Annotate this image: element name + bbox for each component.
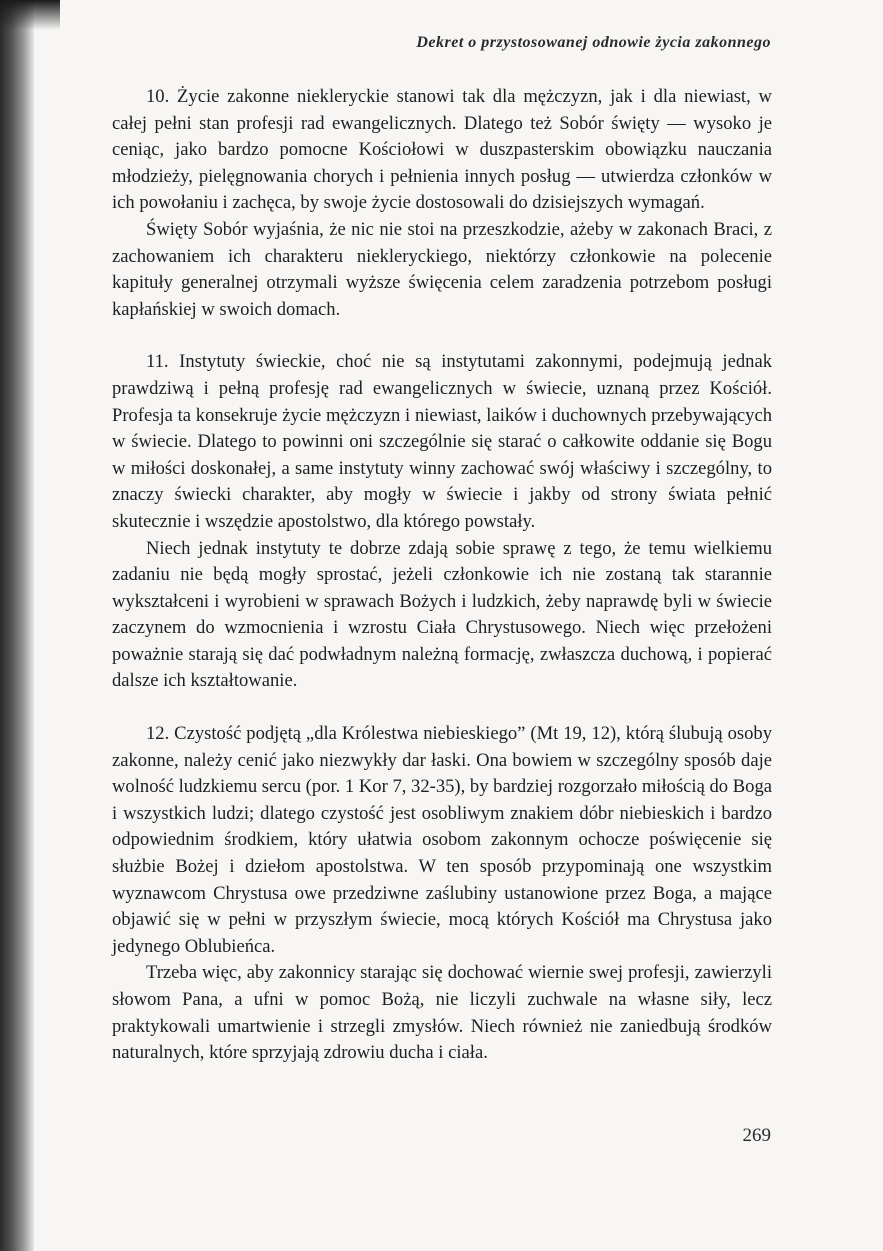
scan-corner-shadow (0, 0, 60, 30)
page-number: 269 (742, 1125, 771, 1146)
book-binding-shadow (0, 0, 34, 1251)
paragraph: 10. Życie zakonne niekleryckie stanowi tak dla mężczyzn, jak i dla niewiast, w całej pełni stan profesji rad ewangelicznych. Dlatego też Sobór święty — wysoko je ceniąc, jako bardzo pomocne Kościołowi w duszpasterskim obowiązku nauczania młodzieży, pielęgnowania chorych i pełnienia innych posług — utwierdza członków w ich powołaniu i zachęca, by swoje życie dostosowali do dzisiejszych wymagań. (112, 86, 772, 214)
body-text (112, 84, 772, 1067)
paragraph: Święty Sobór wyjaśnia, że nic nie stoi na przeszkodzie, ażeby w zakonach Braci, z zachowaniem ich charakteru niekleryckiego, niektórzy członkowie na polecenie kapituły generalnej otrzymali wyższe święcenia celem zaradzenia potrzebom posługi kapłańskiej w swoich domach. (112, 218, 772, 320)
paragraph: 12. Czystość podjętą „dla Królestwa niebieskiego” (Mt 19, 12), którą ślubują osoby zakonne, należy cenić jako niezwykły dar łaski. Ona bowiem w szczególny sposób daje wolność ludzkiemu sercu (por. 1 Kor 7, 32-35), by bardziej rozgorzało miłością do Boga i wszystkich ludzi; dlatego czystość jest osobliwym znakiem dóbr niebieskich i bardzo odpowiednim środkiem, który ułatwia osobom zakonnym ochocze poświęcenie się służbie Bożej i dziełom apostolstwa. W ten sposób przypominają one wszystkim wyznawcom Chrystusa owe przedziwne zaślubiny ustanowione przez Boga, a mające objawić się w pełni w przyszłym świecie, mocą których Kościół ma Chrystusa jako jedynego Oblubieńca. (112, 723, 772, 957)
paragraph: 11. Instytuty świeckie, choć nie są instytutami zakonnymi, podejmują jednak prawdziwą i pełną profesję rad ewangelicznych w świecie, uznaną przez Kościół. Profesja ta konsekruje życie mężczyzn i niewiast, laików i duchownych przebywających w świecie. Dlatego to powinni oni szczególnie się starać o całkowite oddanie się Bogu w miłości doskonałej, a same instytuty winny zachować swój właściwy i szczególny, to znaczy świecki charakter, aby mogły w świecie i jakby od strony świata pełnić skutecznie i wszędzie apostolstwo, dla którego powstały. (112, 351, 772, 532)
paragraph: Niech jednak instytuty te dobrze zdają sobie sprawę z tego, że temu wielkiemu zadaniu nie będą mogły sprostać, jeżeli członkowie ich nie zostaną tak starannie wykształceni i wyrobieni w sprawach Bożych i ludzkich, żeby naprawdę byli w świecie zaczynem do wzmocnienia i wzrostu Ciała Chrystusowego. Niech więc przełożeni poważnie starają się dać podwładnym należną formację, zwłaszcza duchową, i popierać dalsze ich kształtowanie. (112, 537, 772, 692)
running-title: Dekret o przystosowanej odnowie życia zakonnego (416, 34, 771, 51)
paragraph: Trzeba więc, aby zakonnicy starając się dochować wiernie swej profesji, zawierzyli słowom Pana, a ufni w pomoc Bożą, nie liczyli zuchwale na własne siły, lecz praktykowali umartwienie i strzegli zmysłów. Niech również nie zaniedbują środków naturalnych, które sprzyjają zdrowiu ducha i ciała. (112, 962, 772, 1064)
